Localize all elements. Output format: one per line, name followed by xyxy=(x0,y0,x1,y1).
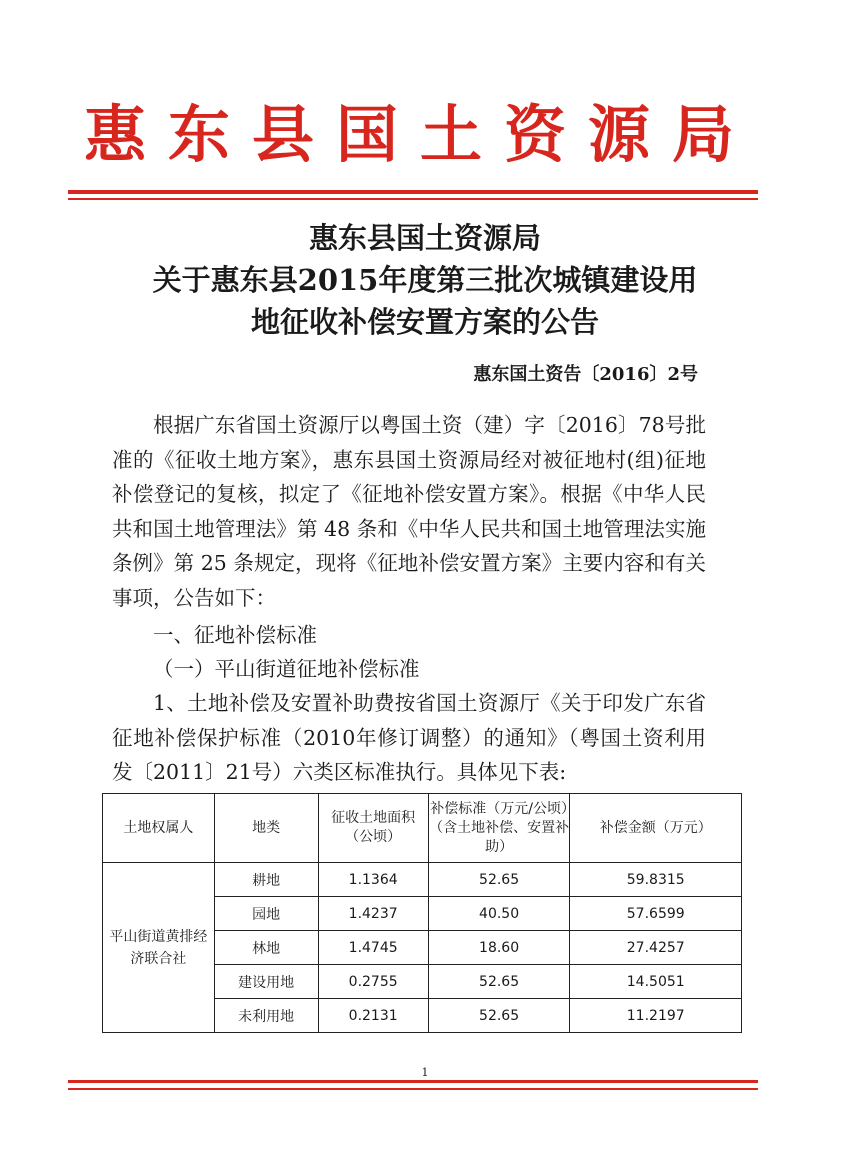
standard-cell: 40.50 xyxy=(428,897,570,931)
area-cell: 0.2755 xyxy=(318,965,428,999)
header-area: 征收土地面积（公顷） xyxy=(318,794,428,863)
red-divider-top-thin xyxy=(68,198,758,200)
header-owner: 土地权属人 xyxy=(103,794,215,863)
land-type-cell: 耕地 xyxy=(214,863,318,897)
table-row xyxy=(103,863,742,897)
amount-cell: 27.4257 xyxy=(570,931,742,965)
amount-cell: 11.2197 xyxy=(570,999,742,1033)
owner-cell: 平山街道黄排经济联合社 xyxy=(103,863,215,1033)
land-type-cell: 林地 xyxy=(214,931,318,965)
amount-cell: 57.6599 xyxy=(570,897,742,931)
header-land-type: 地类 xyxy=(214,794,318,863)
masthead-title: 惠东县国土资源局 xyxy=(83,98,756,171)
standard-cell: 52.65 xyxy=(428,863,570,897)
header-standard: 补偿标准（万元/公顷）（含土地补偿、安置补助） xyxy=(428,794,570,863)
land-type-cell: 园地 xyxy=(214,897,318,931)
red-divider-top xyxy=(68,190,758,194)
land-type-cell: 未利用地 xyxy=(214,999,318,1033)
red-divider-bottom xyxy=(68,1080,758,1083)
document-number: 惠东国土资告〔2016〕2号 xyxy=(473,364,698,385)
standard-cell: 52.65 xyxy=(428,999,570,1033)
land-type-cell: 建设用地 xyxy=(214,965,318,999)
standard-cell: 52.65 xyxy=(428,965,570,999)
notice-title-line3: 地征收补偿安置方案的公告 xyxy=(250,305,599,339)
area-cell: 0.2131 xyxy=(318,999,428,1033)
header-amount: 补偿金额（万元） xyxy=(570,794,742,863)
item-paragraph-1: 1、土地补偿及安置补助费按省国土资源厅《关于印发广东省征地补偿保护标准（2010年修订调整）的通知》（粤国土资利用发〔2011〕21号）六类区标准执行。具体见下表: xyxy=(112,691,706,784)
notice-title-line1: 惠东县国土资源局 xyxy=(308,221,541,255)
standard-cell: 18.60 xyxy=(428,931,570,965)
section-heading-1: 一、征地补偿标准 xyxy=(153,623,317,647)
notice-title-line2: 关于惠东县2015年度第三批次城镇建设用 xyxy=(152,263,698,297)
red-divider-bottom-thin xyxy=(68,1088,758,1090)
amount-cell: 14.5051 xyxy=(570,965,742,999)
area-cell: 1.4745 xyxy=(318,931,428,965)
area-cell: 1.4237 xyxy=(318,897,428,931)
page-number: 1 xyxy=(421,1066,429,1079)
compensation-table xyxy=(102,793,742,1033)
table-header-row xyxy=(103,794,742,863)
section-heading-2: （一）平山街道征地补偿标准 xyxy=(153,657,420,681)
amount-cell: 59.8315 xyxy=(570,863,742,897)
body-paragraph: 根据广东省国土资源厅以粤国土资（建）字〔2016〕78号批准的《征收土地方案》，惠东县国土资源局经对被征地村(组)征地补偿登记的复核，拟定了《征地补偿安置方案》。根据《中华人民共和国土地管理法》第 48 条和《中华人民共和国土地管理法实施条例》第 25 条规定，现将《征地补偿安置方案》主要内容和有关事项，公告如下： xyxy=(112,413,706,610)
area-cell: 1.1364 xyxy=(318,863,428,897)
